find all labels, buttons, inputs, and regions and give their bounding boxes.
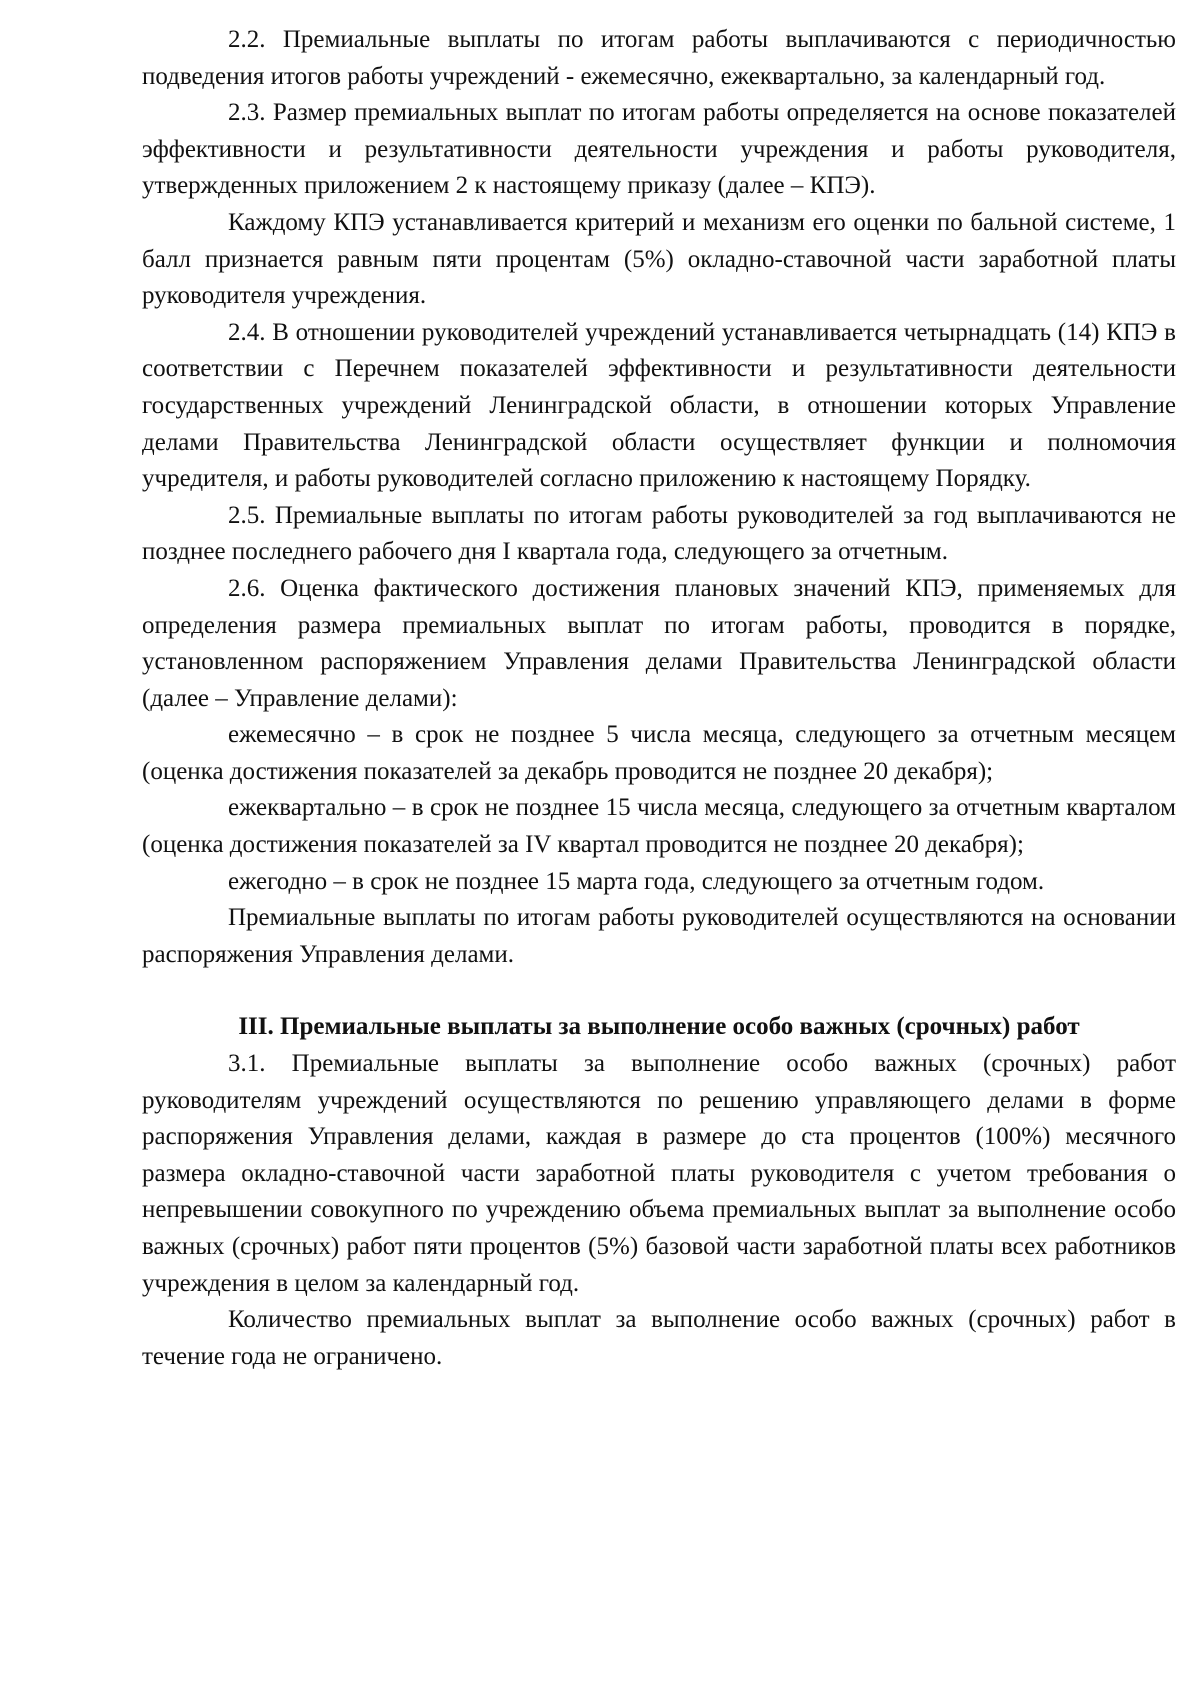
section-3-heading: III. Премиальные выплаты за выполнение особо важных (срочных) работ: [238, 1013, 1080, 1041]
paragraph-basis: Премиальные выплаты по итогам работы руководителей осуществляются на основании распоряжения Управления делами.: [142, 904, 1176, 968]
paragraph-monthly: ежемесячно – в срок не позднее 5 числа месяца, следующего за отчетным месяцем (оценка достижения показателей за декабрь проводится не позднее 20 декабря);: [142, 721, 1176, 785]
paragraph-2-4: 2.4. В отношении руководителей учреждений устанавливается четырнадцать (14) КПЭ в соответствии с Перечнем показателей эффективности и результативности деятельности государственных учреждений Ленинградской области, в отношении которых Управление делами Правительства Ленинградской области осуществляет функции и полномочия учредителя, и работы руководителей согласно приложению к настоящему Порядку.: [142, 318, 1176, 493]
paragraph-2-3: 2.3. Размер премиальных выплат по итогам работы определяется на основе показателей эффективности и результативности деятельности учреждения и работы руководителя, утвержденных приложением 2 к настоящему приказу (далее – КПЭ).: [142, 99, 1176, 200]
paragraph-kpe-criteria: Каждому КПЭ устанавливается критерий и механизм его оценки по бальной системе, 1 балл признается равным пяти процентам (5%) окладно-ставочной части заработной платы руководителя учреждения.: [142, 208, 1176, 310]
paragraph-2-6: 2.6. Оценка фактического достижения плановых значений КПЭ, применяемых для определения размера премиальных выплат по итогам работы, проводится в порядке, установленном распоряжением Управления делами Правительства Ленинградской области (далее – Управление делами):: [142, 574, 1176, 712]
document-page: [142, 22, 1176, 1375]
paragraph-yearly: ежегодно – в срок не позднее 15 марта года, следующего за отчетным годом.: [228, 867, 1045, 895]
section-3-heading-wrap: [142, 1009, 1176, 1046]
paragraph-2-2: 2.2. Премиальные выплаты по итогам работы выплачиваются с периодичностью подведения итогов работы учреждений - ежемесячно, ежеквартально, за календарный год.: [142, 26, 1176, 90]
paragraph-3-1: 3.1. Премиальные выплаты за выполнение особо важных (срочных) работ руководителям учреждений осуществляются по решению управляющего делами в форме распоряжения Управления делами, каждая в размере до ста процентов (100%) месячного размера окладно-ставочной части заработной платы руководителя с учетом требования о непревышении совокупного по учреждению объема премиальных выплат за выполнение особо важных (срочных) работ пяти процентов (5%) базовой части заработной платы всех работников учреждения в целом за календарный год.: [142, 1050, 1176, 1297]
paragraph-count: Количество премиальных выплат за выполнение особо важных (срочных) работ в течение года не ограничено.: [142, 1306, 1176, 1370]
paragraph-quarterly: ежеквартально – в срок не позднее 15 числа месяца, следующего за отчетным кварталом (оценка достижения показателей за IV квартал проводится не позднее 20 декабря);: [142, 794, 1176, 859]
paragraph-2-5: 2.5. Премиальные выплаты по итогам работы руководителей за год выплачиваются не позднее последнего рабочего дня I квартала года, следующего за отчетным.: [142, 501, 1176, 566]
